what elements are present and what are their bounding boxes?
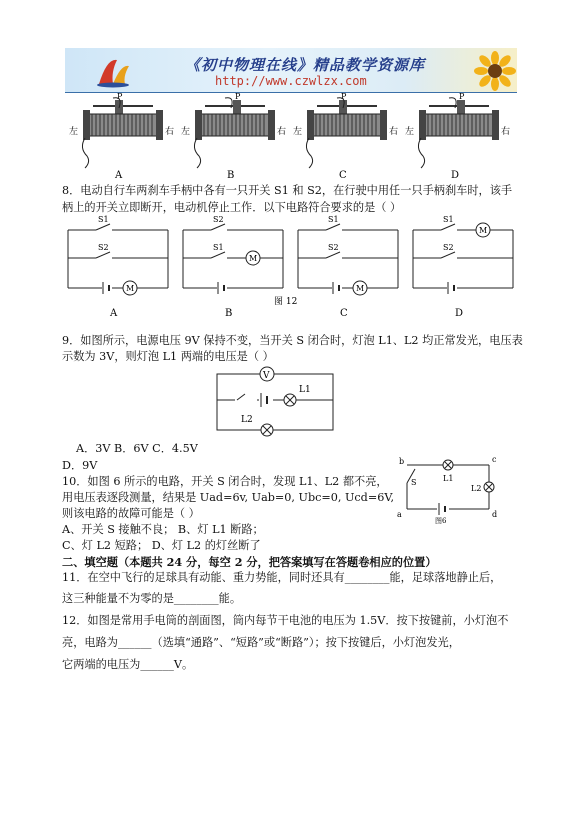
- rheostat-left-label: 左: [181, 127, 191, 137]
- q8-option-label: C: [340, 308, 348, 319]
- rheostat-right-label: 右: [277, 127, 287, 137]
- rheostat-C: [293, 92, 398, 181]
- q8-motor-label: M: [249, 254, 258, 263]
- q10-switch-label: S: [411, 478, 417, 487]
- q9-circuit: [205, 362, 345, 442]
- q8-switch-label: S1: [98, 215, 109, 224]
- sunflower-icon: [473, 50, 517, 92]
- q10-line1: 10．如图 6 所示的电路，开关 S 闭合时，发现 L1、L2 都不亮，: [62, 475, 388, 488]
- q8-switch-label: S1: [213, 243, 224, 252]
- q8-circuit-A: [68, 215, 168, 319]
- rheostat-p-label: P: [341, 92, 347, 101]
- q8-option-label: D: [455, 308, 464, 319]
- q8-circuit-B: [183, 215, 283, 319]
- q8-motor-label: M: [356, 284, 365, 293]
- q8-line2: 柄上的开关立即断开，电动机停止工作．以下电路符合要求的是（ ）: [62, 201, 402, 214]
- q8-circuit-C: [298, 215, 398, 319]
- q9-options-2: D．9V: [62, 459, 98, 472]
- rheostat-A: [69, 92, 174, 181]
- q11-line1: 11．在空中飞行的足球具有动能、重力势能，同时还具有________能，足球落地静止后，: [62, 571, 502, 584]
- q9-l1-label: L1: [299, 385, 311, 395]
- header-url[interactable]: http://www.czwlzx.com: [215, 74, 367, 88]
- q10-line3: 则该电路的故障可能是（ ）: [62, 507, 200, 520]
- rheostat-option-label: A: [115, 170, 123, 181]
- q10-node-d: d: [492, 510, 498, 519]
- q8-switch-label: S2: [443, 243, 454, 252]
- rheostat-coil: [425, 114, 493, 136]
- q8-option-label: B: [225, 308, 233, 319]
- q10-node-c: c: [492, 455, 497, 464]
- q8-switch-label: S2: [213, 215, 224, 224]
- q9-l2-label: L2: [241, 415, 253, 425]
- rheostat-coil: [313, 114, 381, 136]
- rheostat-right-label: 右: [389, 127, 399, 137]
- q8-figure-caption: 图 12: [274, 297, 298, 307]
- q11-line2: 这三种能量不为零的是________能。: [62, 592, 242, 605]
- q8-switch-label: S1: [328, 215, 339, 224]
- q9-line2: 示数为 3V，则灯泡 L1 两端的电压是（ ）: [62, 350, 274, 363]
- q8-circuit-D: [413, 215, 513, 319]
- logo-icon: [93, 54, 133, 88]
- q8-switch-label: S1: [443, 215, 454, 224]
- q8-motor-label: M: [479, 226, 488, 235]
- q8-switch-label: S2: [328, 243, 339, 252]
- rheostat-left-label: 左: [69, 127, 79, 137]
- rheostat-coil: [201, 114, 269, 136]
- rheostat-option-label: B: [227, 170, 235, 181]
- q8-circuit-svg: [62, 215, 522, 322]
- q9-circuit-svg: [205, 362, 345, 442]
- rheostat-coil: [89, 114, 157, 136]
- rheostat-B: [181, 92, 286, 181]
- rheostat-p-label: P: [117, 92, 123, 101]
- rheostat-figures: [65, 94, 515, 180]
- q12-line2: 亮，电路为______（选填“通路”、“短路”或“断路”）；按下按键后，小灯泡发光，: [62, 636, 460, 649]
- rheostat-p-label: P: [235, 92, 241, 101]
- q8-option-label: A: [110, 308, 118, 319]
- q10-options-1: A、开关 S 接触不良； B、灯 L1 断路；: [62, 523, 264, 536]
- q9-line1: 9．如图所示，电源电压 9V 保持不变，当开关 S 闭合时，灯泡 L1、L2 均正常发光，电压表: [62, 334, 523, 347]
- q10-l2-label: L2: [471, 484, 482, 493]
- header-banner: [65, 48, 517, 93]
- q10-figure-caption: 图6: [435, 517, 447, 525]
- q10-node-b: b: [399, 457, 405, 466]
- rheostat-right-label: 右: [501, 127, 511, 137]
- q9-options-1: A．3V B．6V C．4.5V: [76, 442, 198, 455]
- q10-line2: 用电压表逐段测量，结果是 Uad=6v, Uab=0, Ubc=0, Ucd=6V,: [62, 491, 395, 504]
- q10-circuit-svg: [393, 453, 505, 525]
- rheostat-right-label: 右: [165, 127, 175, 137]
- section2-heading: 二、填空题（本题共 24 分，每空 2 分，把答案填写在答题卷相应的位置）: [62, 555, 437, 569]
- q8-switch-label: S2: [98, 243, 109, 252]
- rheostat-left-label: 左: [293, 127, 303, 137]
- q12-line1: 12．如图是常用手电筒的剖面图，筒内每节干电池的电压为 1.5V．按下按键前，小灯泡不: [62, 614, 509, 627]
- rheostat-option-label: C: [339, 170, 347, 181]
- q10-options-2: C、灯 L2 短路； D、灯 L2 的灯丝断了: [62, 539, 261, 552]
- q10-node-a: a: [397, 510, 402, 519]
- header-title: 《初中物理在线》精品教学资源库: [185, 56, 426, 74]
- rheostat-option-label: D: [451, 170, 460, 181]
- q12-line3: 它两端的电压为______V。: [62, 658, 194, 671]
- rheostat-p-label: P: [459, 92, 465, 101]
- rheostat-left-label: 左: [405, 127, 415, 137]
- rheostat-D: [405, 92, 510, 181]
- q8-line1: 8．电动自行车两刹车手柄中各有一只开关 S1 和 S2，在行驶中用任一只手柄刹车时，该手: [62, 184, 513, 197]
- q9-voltmeter-label: V: [263, 371, 270, 381]
- q8-motor-label: M: [126, 284, 135, 293]
- rheostat-figure-svg: [65, 94, 515, 180]
- q10-l1-label: L1: [443, 474, 454, 483]
- q8-circuits: [62, 215, 522, 322]
- q10-circuit: [393, 453, 505, 525]
